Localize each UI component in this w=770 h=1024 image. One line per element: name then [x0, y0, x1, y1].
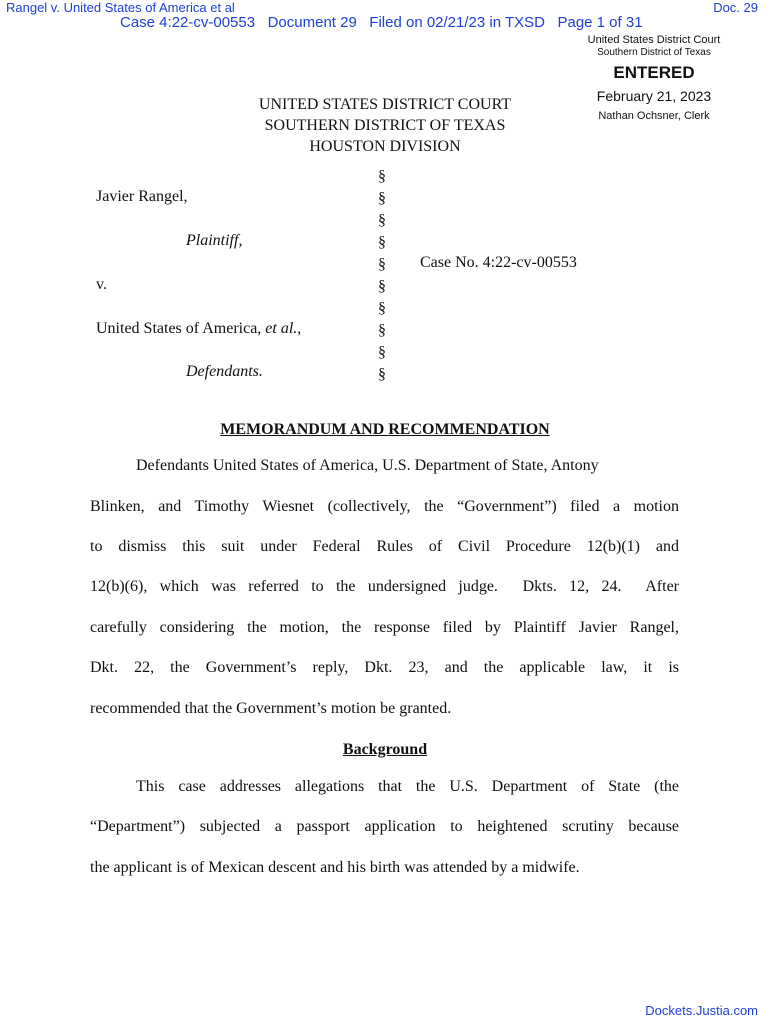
defendant-role: Defendants.: [186, 363, 263, 380]
defendant-etal: et al.: [265, 320, 298, 337]
intro-line-6: Dkt. 22, the Government’s reply, Dkt. 23, and the applicable law, it is: [90, 659, 679, 676]
section-symbol: §: [378, 212, 386, 229]
section-symbol: §: [378, 300, 386, 317]
case-title-link[interactable]: Rangel v. United States of America et al: [6, 0, 235, 15]
section-column: [378, 166, 386, 386]
court-line1: UNITED STATES DISTRICT COURT: [258, 96, 512, 113]
plaintiff-name: Javier Rangel,: [96, 188, 188, 205]
background-heading: Background: [342, 741, 428, 758]
section-symbol: §: [378, 322, 386, 339]
doc-number-link[interactable]: Doc. 29: [713, 0, 758, 15]
background-line-3: the applicant is of Mexican descent and his birth was attended by a midwife.: [90, 859, 580, 876]
intro-line-5: carefully considering the motion, the response filed by Plaintiff Javier Rangel,: [90, 619, 679, 636]
section-symbol: §: [378, 344, 386, 361]
stamp-status: ENTERED: [613, 63, 695, 82]
filing-stamp: Case 4:22-cv-00553 Document 29 Filed on 02/21/23 in TXSD Page 1 of 31: [120, 14, 643, 31]
intro-line-1: Defendants United States of America, U.S. Department of State, Antony: [136, 457, 599, 474]
versus: v.: [96, 276, 107, 293]
section-symbol: §: [378, 168, 386, 185]
document-title: MEMORANDUM AND RECOMMENDATION: [220, 421, 550, 438]
stamp-clerk: Nathan Ochsner, Clerk: [598, 110, 710, 122]
intro-line-4: 12(b)(6), which was referred to the undersigned judge. Dkts. 12, 24. After: [90, 578, 679, 595]
court-line2: SOUTHERN DISTRICT OF TEXAS: [264, 117, 506, 134]
stamp-court-line1: United States District Court: [587, 34, 721, 46]
section-symbol: §: [378, 190, 386, 207]
plaintiff-role: Plaintiff,: [186, 232, 243, 249]
section-symbol: §: [378, 278, 386, 295]
court-line3: HOUSTON DIVISION: [309, 138, 461, 155]
background-line-1: This case addresses allegations that the U.S. Department of State (the: [136, 778, 679, 795]
stamp-court-line2: Southern District of Texas: [597, 47, 711, 58]
intro-line-7: recommended that the Government’s motion be granted.: [90, 700, 452, 717]
defendant-suffix: ,: [297, 320, 302, 337]
section-symbol: §: [378, 234, 386, 251]
section-symbol: §: [378, 256, 386, 273]
intro-line-2: Blinken, and Timothy Wiesnet (collectively, the “Government”) filed a motion: [90, 498, 679, 515]
intro-line-3: to dismiss this suit under Federal Rules of Civil Procedure 12(b)(1) and: [90, 538, 679, 555]
defendant-name: [96, 320, 301, 338]
background-line-2: “Department”) subjected a passport application to heightened scrutiny because: [90, 818, 679, 835]
court-heading: [170, 94, 600, 157]
stamp-date: February 21, 2023: [596, 88, 712, 104]
justia-footer-link[interactable]: Dockets.Justia.com: [645, 1003, 758, 1018]
section-symbol: §: [378, 366, 386, 383]
defendant-name-text: United States of America,: [96, 320, 262, 337]
case-number: Case No. 4:22-cv-00553: [420, 254, 577, 271]
